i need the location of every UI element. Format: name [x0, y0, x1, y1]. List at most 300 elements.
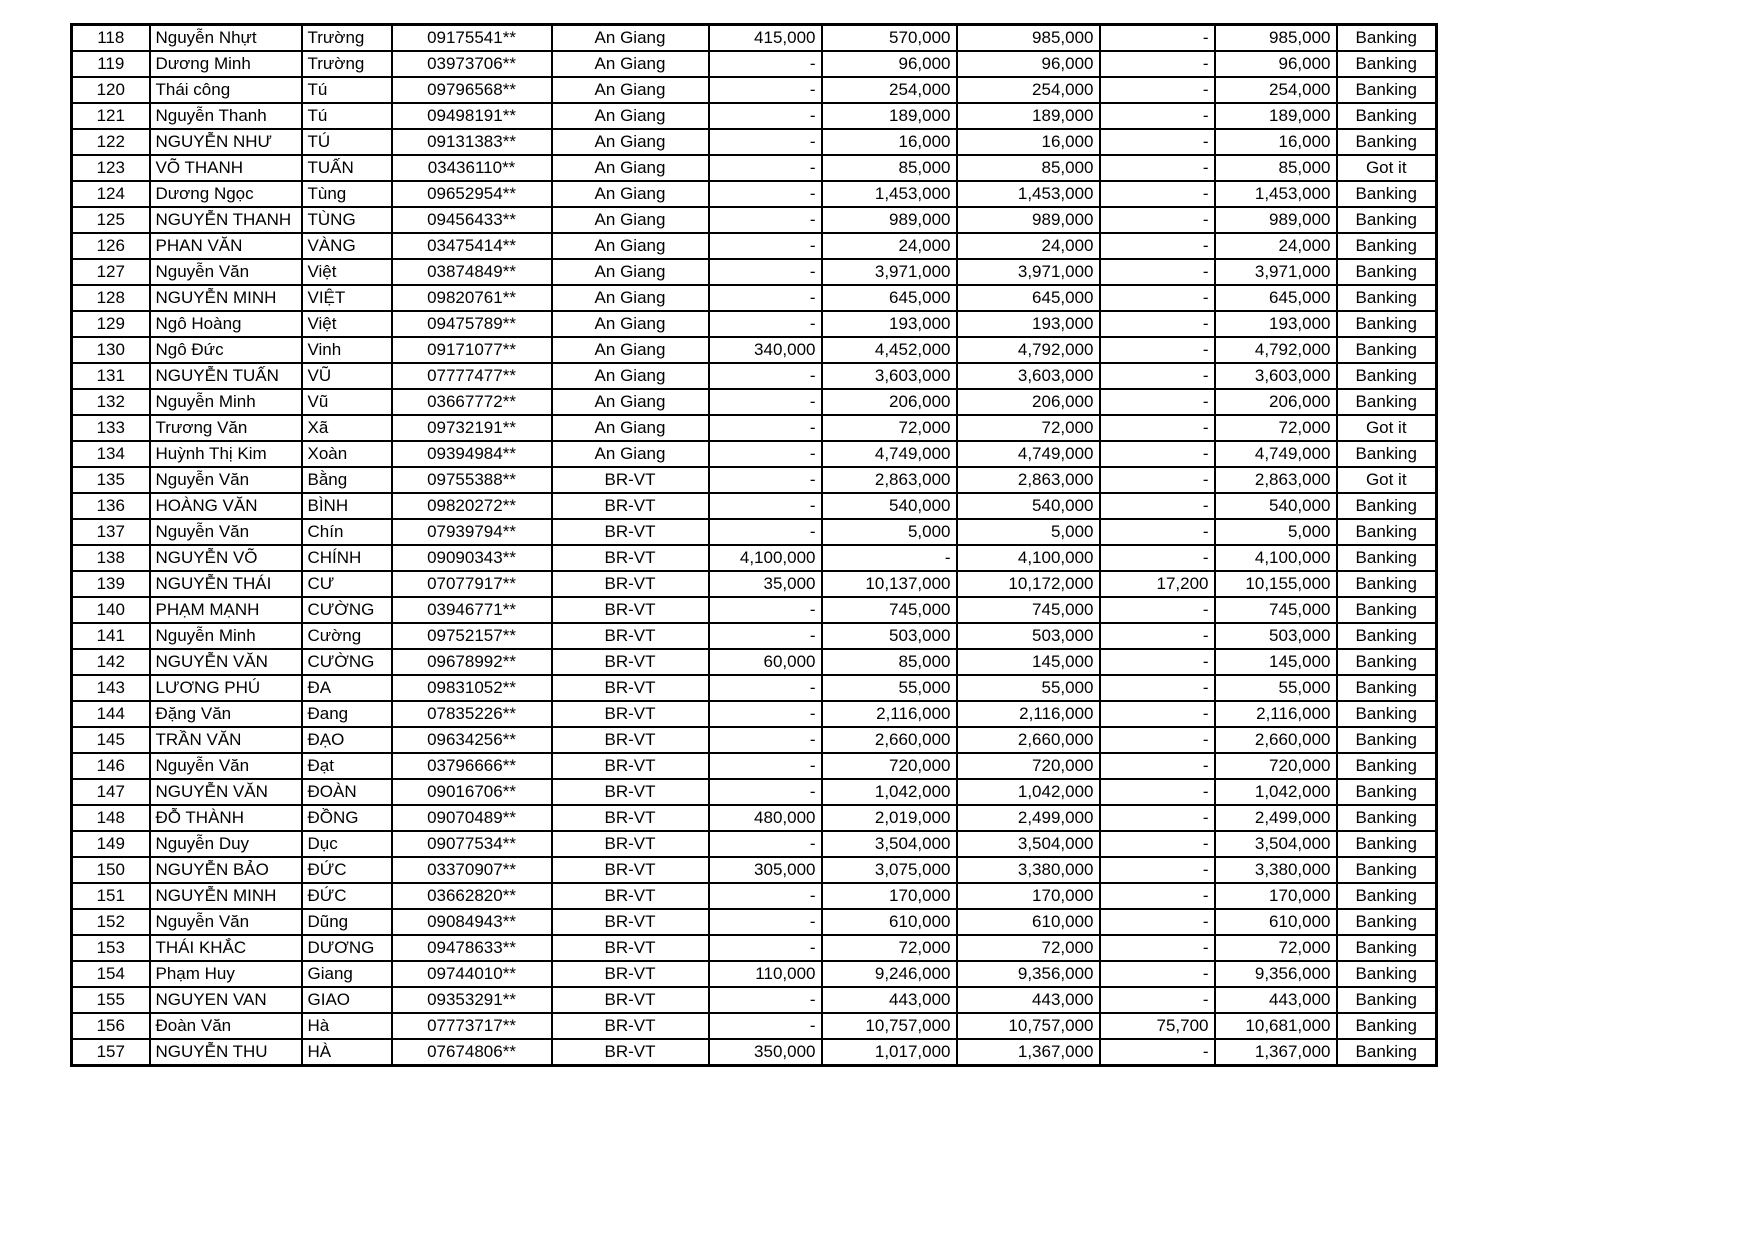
cell-amount_5: 2,116,000	[1215, 701, 1337, 727]
table-row	[72, 753, 1437, 779]
cell-amount_4: 75,700	[1100, 1013, 1215, 1039]
cell-amount_5: 2,863,000	[1215, 467, 1337, 493]
cell-province: BR-VT	[552, 1039, 709, 1066]
cell-last_name: DƯƠNG	[302, 935, 392, 961]
cell-amount_5: 96,000	[1215, 51, 1337, 77]
cell-no: 121	[72, 103, 150, 129]
cell-amount_5: 72,000	[1215, 415, 1337, 441]
cell-last_name: Xoàn	[302, 441, 392, 467]
cell-province: An Giang	[552, 51, 709, 77]
cell-last_name: CHÍNH	[302, 545, 392, 571]
cell-amount_1: -	[709, 597, 822, 623]
cell-no: 150	[72, 857, 150, 883]
cell-province: An Giang	[552, 181, 709, 207]
cell-province: BR-VT	[552, 831, 709, 857]
cell-amount_4: -	[1100, 883, 1215, 909]
cell-amount_4: -	[1100, 597, 1215, 623]
table-row	[72, 883, 1437, 909]
cell-no: 149	[72, 831, 150, 857]
cell-amount_4: -	[1100, 155, 1215, 181]
cell-phone: 03874849**	[392, 259, 552, 285]
cell-amount_3: 4,792,000	[957, 337, 1100, 363]
cell-province: An Giang	[552, 389, 709, 415]
cell-no: 137	[72, 519, 150, 545]
cell-amount_2: 1,042,000	[822, 779, 957, 805]
cell-first_name: PHAN VĂN	[150, 233, 302, 259]
table-row	[72, 129, 1437, 155]
cell-last_name: Dục	[302, 831, 392, 857]
cell-no: 125	[72, 207, 150, 233]
cell-status: Banking	[1337, 935, 1437, 961]
cell-amount_5: 145,000	[1215, 649, 1337, 675]
cell-amount_1: -	[709, 155, 822, 181]
cell-no: 126	[72, 233, 150, 259]
cell-amount_1: -	[709, 311, 822, 337]
cell-status: Banking	[1337, 1039, 1437, 1066]
payments-table	[70, 23, 1438, 1067]
cell-amount_5: 10,681,000	[1215, 1013, 1337, 1039]
cell-last_name: VIỆT	[302, 285, 392, 311]
cell-amount_2: 3,075,000	[822, 857, 957, 883]
cell-amount_2: 10,757,000	[822, 1013, 957, 1039]
cell-phone: 09820761**	[392, 285, 552, 311]
cell-amount_5: 170,000	[1215, 883, 1337, 909]
cell-province: BR-VT	[552, 493, 709, 519]
table-row	[72, 701, 1437, 727]
cell-first_name: Nguyễn Thanh	[150, 103, 302, 129]
cell-first_name: THÁI KHẮC	[150, 935, 302, 961]
cell-amount_3: 9,356,000	[957, 961, 1100, 987]
cell-amount_2: 645,000	[822, 285, 957, 311]
cell-amount_1: -	[709, 701, 822, 727]
cell-amount_1: -	[709, 909, 822, 935]
table-row	[72, 961, 1437, 987]
cell-status: Banking	[1337, 649, 1437, 675]
cell-first_name: ĐỖ THÀNH	[150, 805, 302, 831]
cell-province: An Giang	[552, 311, 709, 337]
cell-first_name: Nguyễn Nhựt	[150, 25, 302, 52]
cell-amount_4: -	[1100, 389, 1215, 415]
cell-amount_2: 72,000	[822, 935, 957, 961]
cell-amount_4: -	[1100, 675, 1215, 701]
table-row	[72, 597, 1437, 623]
cell-amount_4: -	[1100, 233, 1215, 259]
cell-amount_4: -	[1100, 415, 1215, 441]
cell-amount_1: -	[709, 415, 822, 441]
cell-province: An Giang	[552, 155, 709, 181]
cell-amount_2: 9,246,000	[822, 961, 957, 987]
cell-amount_3: 85,000	[957, 155, 1100, 181]
cell-amount_3: 2,116,000	[957, 701, 1100, 727]
table-row	[72, 545, 1437, 571]
table-row	[72, 181, 1437, 207]
cell-last_name: Cường	[302, 623, 392, 649]
cell-amount_2: 3,971,000	[822, 259, 957, 285]
cell-amount_3: 503,000	[957, 623, 1100, 649]
cell-amount_3: 170,000	[957, 883, 1100, 909]
cell-amount_4: -	[1100, 77, 1215, 103]
cell-amount_5: 3,603,000	[1215, 363, 1337, 389]
cell-no: 135	[72, 467, 150, 493]
cell-last_name: CƯỜNG	[302, 649, 392, 675]
cell-first_name: Nguyễn Minh	[150, 389, 302, 415]
cell-phone: 09498191**	[392, 103, 552, 129]
cell-status: Banking	[1337, 675, 1437, 701]
cell-amount_1: -	[709, 935, 822, 961]
cell-phone: 07835226**	[392, 701, 552, 727]
cell-phone: 09755388**	[392, 467, 552, 493]
cell-no: 123	[72, 155, 150, 181]
cell-first_name: Trương Văn	[150, 415, 302, 441]
cell-status: Banking	[1337, 597, 1437, 623]
cell-amount_1: -	[709, 285, 822, 311]
cell-amount_5: 4,792,000	[1215, 337, 1337, 363]
cell-amount_4: -	[1100, 779, 1215, 805]
table-row	[72, 519, 1437, 545]
table-row	[72, 909, 1437, 935]
cell-amount_3: 720,000	[957, 753, 1100, 779]
cell-amount_2: 745,000	[822, 597, 957, 623]
cell-amount_2: 10,137,000	[822, 571, 957, 597]
cell-status: Got it	[1337, 415, 1437, 441]
cell-status: Banking	[1337, 259, 1437, 285]
cell-amount_4: -	[1100, 831, 1215, 857]
cell-province: BR-VT	[552, 623, 709, 649]
cell-amount_1: 4,100,000	[709, 545, 822, 571]
cell-amount_2: 254,000	[822, 77, 957, 103]
cell-status: Banking	[1337, 701, 1437, 727]
cell-amount_3: 189,000	[957, 103, 1100, 129]
cell-last_name: VŨ	[302, 363, 392, 389]
cell-status: Banking	[1337, 25, 1437, 52]
cell-last_name: ĐỒNG	[302, 805, 392, 831]
cell-amount_2: 4,749,000	[822, 441, 957, 467]
cell-phone: 09077534**	[392, 831, 552, 857]
cell-no: 131	[72, 363, 150, 389]
cell-no: 145	[72, 727, 150, 753]
cell-amount_1: -	[709, 1013, 822, 1039]
cell-first_name: NGUYỄN THANH	[150, 207, 302, 233]
cell-status: Banking	[1337, 77, 1437, 103]
cell-amount_3: 5,000	[957, 519, 1100, 545]
cell-status: Got it	[1337, 467, 1437, 493]
cell-amount_5: 4,100,000	[1215, 545, 1337, 571]
cell-amount_3: 145,000	[957, 649, 1100, 675]
cell-amount_1: -	[709, 259, 822, 285]
cell-amount_4: -	[1100, 311, 1215, 337]
cell-status: Banking	[1337, 779, 1437, 805]
cell-phone: 09171077**	[392, 337, 552, 363]
cell-amount_5: 540,000	[1215, 493, 1337, 519]
cell-last_name: Dũng	[302, 909, 392, 935]
cell-last_name: Vinh	[302, 337, 392, 363]
cell-no: 129	[72, 311, 150, 337]
cell-amount_1: -	[709, 77, 822, 103]
cell-status: Banking	[1337, 129, 1437, 155]
cell-amount_2: 2,660,000	[822, 727, 957, 753]
cell-first_name: Phạm Huy	[150, 961, 302, 987]
cell-status: Banking	[1337, 727, 1437, 753]
cell-first_name: Nguyễn Minh	[150, 623, 302, 649]
cell-amount_5: 745,000	[1215, 597, 1337, 623]
cell-amount_1: -	[709, 623, 822, 649]
cell-phone: 03667772**	[392, 389, 552, 415]
cell-amount_1: 35,000	[709, 571, 822, 597]
cell-amount_2: 85,000	[822, 649, 957, 675]
cell-no: 144	[72, 701, 150, 727]
cell-province: An Giang	[552, 207, 709, 233]
cell-no: 133	[72, 415, 150, 441]
cell-status: Banking	[1337, 51, 1437, 77]
cell-amount_1: -	[709, 363, 822, 389]
cell-province: An Giang	[552, 337, 709, 363]
cell-amount_5: 2,660,000	[1215, 727, 1337, 753]
cell-amount_4: -	[1100, 25, 1215, 52]
cell-amount_2: -	[822, 545, 957, 571]
cell-last_name: Trường	[302, 51, 392, 77]
cell-amount_1: -	[709, 389, 822, 415]
cell-last_name: VÀNG	[302, 233, 392, 259]
cell-amount_2: 1,017,000	[822, 1039, 957, 1066]
cell-amount_1: 110,000	[709, 961, 822, 987]
cell-amount_1: -	[709, 103, 822, 129]
cell-status: Banking	[1337, 805, 1437, 831]
cell-phone: 09652954**	[392, 181, 552, 207]
cell-amount_5: 16,000	[1215, 129, 1337, 155]
cell-amount_5: 1,453,000	[1215, 181, 1337, 207]
cell-status: Banking	[1337, 961, 1437, 987]
cell-last_name: CƯ	[302, 571, 392, 597]
table-row	[72, 467, 1437, 493]
cell-first_name: Nguyễn Văn	[150, 909, 302, 935]
cell-no: 122	[72, 129, 150, 155]
cell-phone: 03973706**	[392, 51, 552, 77]
cell-status: Banking	[1337, 987, 1437, 1013]
cell-first_name: NGUYỄN MINH	[150, 285, 302, 311]
cell-amount_2: 170,000	[822, 883, 957, 909]
cell-last_name: Tùng	[302, 181, 392, 207]
cell-last_name: Đang	[302, 701, 392, 727]
cell-amount_1: 350,000	[709, 1039, 822, 1066]
cell-amount_3: 2,660,000	[957, 727, 1100, 753]
cell-phone: 09456433**	[392, 207, 552, 233]
cell-first_name: Dương Minh	[150, 51, 302, 77]
cell-no: 154	[72, 961, 150, 987]
cell-status: Banking	[1337, 831, 1437, 857]
cell-amount_5: 189,000	[1215, 103, 1337, 129]
table-row	[72, 103, 1437, 129]
cell-amount_4: -	[1100, 129, 1215, 155]
cell-amount_1: 60,000	[709, 649, 822, 675]
cell-status: Banking	[1337, 753, 1437, 779]
cell-amount_1: -	[709, 987, 822, 1013]
cell-province: BR-VT	[552, 753, 709, 779]
cell-amount_3: 540,000	[957, 493, 1100, 519]
cell-no: 148	[72, 805, 150, 831]
table-row	[72, 233, 1437, 259]
cell-last_name: ĐA	[302, 675, 392, 701]
cell-phone: 09070489**	[392, 805, 552, 831]
cell-first_name: NGUYỄN BẢO	[150, 857, 302, 883]
cell-amount_5: 3,504,000	[1215, 831, 1337, 857]
cell-amount_3: 645,000	[957, 285, 1100, 311]
cell-no: 120	[72, 77, 150, 103]
cell-amount_2: 540,000	[822, 493, 957, 519]
cell-province: BR-VT	[552, 701, 709, 727]
cell-amount_1: 305,000	[709, 857, 822, 883]
cell-amount_5: 1,367,000	[1215, 1039, 1337, 1066]
cell-amount_3: 2,863,000	[957, 467, 1100, 493]
cell-amount_2: 96,000	[822, 51, 957, 77]
cell-no: 128	[72, 285, 150, 311]
cell-status: Banking	[1337, 545, 1437, 571]
cell-amount_3: 24,000	[957, 233, 1100, 259]
cell-amount_3: 193,000	[957, 311, 1100, 337]
cell-amount_3: 610,000	[957, 909, 1100, 935]
cell-no: 151	[72, 883, 150, 909]
cell-last_name: Trường	[302, 25, 392, 52]
cell-status: Banking	[1337, 389, 1437, 415]
cell-phone: 03946771**	[392, 597, 552, 623]
cell-province: An Giang	[552, 25, 709, 52]
cell-amount_5: 720,000	[1215, 753, 1337, 779]
cell-amount_1: -	[709, 727, 822, 753]
cell-province: BR-VT	[552, 519, 709, 545]
cell-amount_3: 3,603,000	[957, 363, 1100, 389]
table-row	[72, 727, 1437, 753]
cell-first_name: Ngô Đức	[150, 337, 302, 363]
cell-phone: 09634256**	[392, 727, 552, 753]
cell-amount_4: -	[1100, 857, 1215, 883]
cell-province: BR-VT	[552, 545, 709, 571]
cell-status: Banking	[1337, 337, 1437, 363]
cell-amount_5: 4,749,000	[1215, 441, 1337, 467]
cell-amount_3: 443,000	[957, 987, 1100, 1013]
cell-no: 147	[72, 779, 150, 805]
cell-amount_5: 9,356,000	[1215, 961, 1337, 987]
table-row	[72, 25, 1437, 52]
cell-no: 119	[72, 51, 150, 77]
cell-no: 140	[72, 597, 150, 623]
cell-last_name: Việt	[302, 259, 392, 285]
table-row	[72, 311, 1437, 337]
cell-phone: 03436110**	[392, 155, 552, 181]
table-row	[72, 337, 1437, 363]
cell-amount_1: -	[709, 883, 822, 909]
cell-amount_2: 5,000	[822, 519, 957, 545]
cell-amount_3: 206,000	[957, 389, 1100, 415]
cell-last_name: Vũ	[302, 389, 392, 415]
cell-no: 124	[72, 181, 150, 207]
cell-status: Banking	[1337, 623, 1437, 649]
cell-amount_1: -	[709, 493, 822, 519]
cell-amount_3: 3,380,000	[957, 857, 1100, 883]
cell-no: 153	[72, 935, 150, 961]
cell-first_name: Nguyễn Văn	[150, 467, 302, 493]
cell-amount_2: 85,000	[822, 155, 957, 181]
cell-amount_3: 4,100,000	[957, 545, 1100, 571]
cell-first_name: NGUYỄN NHƯ	[150, 129, 302, 155]
cell-amount_1: -	[709, 753, 822, 779]
cell-last_name: Tú	[302, 77, 392, 103]
cell-last_name: Hà	[302, 1013, 392, 1039]
cell-amount_4: -	[1100, 1039, 1215, 1066]
cell-phone: 09732191**	[392, 415, 552, 441]
cell-phone: 03796666**	[392, 753, 552, 779]
cell-no: 139	[72, 571, 150, 597]
cell-amount_4: -	[1100, 181, 1215, 207]
cell-phone: 09752157**	[392, 623, 552, 649]
cell-phone: 09678992**	[392, 649, 552, 675]
cell-amount_4: -	[1100, 701, 1215, 727]
cell-amount_5: 85,000	[1215, 155, 1337, 181]
cell-no: 136	[72, 493, 150, 519]
cell-amount_4: -	[1100, 103, 1215, 129]
cell-last_name: GIAO	[302, 987, 392, 1013]
cell-amount_3: 55,000	[957, 675, 1100, 701]
cell-amount_5: 3,380,000	[1215, 857, 1337, 883]
cell-first_name: NGUYEN VAN	[150, 987, 302, 1013]
table-row	[72, 857, 1437, 883]
cell-last_name: HÀ	[302, 1039, 392, 1066]
cell-province: BR-VT	[552, 909, 709, 935]
cell-amount_4: -	[1100, 909, 1215, 935]
cell-last_name: TUẤN	[302, 155, 392, 181]
cell-status: Banking	[1337, 857, 1437, 883]
cell-first_name: HOÀNG VĂN	[150, 493, 302, 519]
cell-last_name: TÚ	[302, 129, 392, 155]
cell-status: Banking	[1337, 363, 1437, 389]
table-row	[72, 675, 1437, 701]
table-row	[72, 623, 1437, 649]
table-row	[72, 207, 1437, 233]
cell-status: Banking	[1337, 285, 1437, 311]
cell-phone: 09175541**	[392, 25, 552, 52]
cell-amount_3: 1,453,000	[957, 181, 1100, 207]
cell-province: BR-VT	[552, 727, 709, 753]
cell-province: An Giang	[552, 285, 709, 311]
cell-status: Got it	[1337, 155, 1437, 181]
cell-amount_5: 3,971,000	[1215, 259, 1337, 285]
cell-phone: 09084943**	[392, 909, 552, 935]
cell-amount_4: -	[1100, 285, 1215, 311]
cell-no: 130	[72, 337, 150, 363]
cell-province: BR-VT	[552, 935, 709, 961]
cell-amount_1: 340,000	[709, 337, 822, 363]
cell-last_name: Giang	[302, 961, 392, 987]
cell-amount_5: 254,000	[1215, 77, 1337, 103]
cell-phone: 09131383**	[392, 129, 552, 155]
cell-phone: 09353291**	[392, 987, 552, 1013]
cell-province: BR-VT	[552, 987, 709, 1013]
cell-amount_4: -	[1100, 727, 1215, 753]
table-row	[72, 987, 1437, 1013]
cell-first_name: Đoàn Văn	[150, 1013, 302, 1039]
cell-first_name: Nguyễn Văn	[150, 753, 302, 779]
cell-amount_1: -	[709, 129, 822, 155]
cell-last_name: Tú	[302, 103, 392, 129]
cell-amount_4: 17,200	[1100, 571, 1215, 597]
cell-amount_1: 415,000	[709, 25, 822, 52]
cell-province: BR-VT	[552, 467, 709, 493]
cell-amount_1: -	[709, 233, 822, 259]
cell-province: An Giang	[552, 363, 709, 389]
cell-phone: 03475414**	[392, 233, 552, 259]
cell-amount_2: 16,000	[822, 129, 957, 155]
cell-last_name: ĐẠO	[302, 727, 392, 753]
cell-first_name: Ngô Hoàng	[150, 311, 302, 337]
cell-amount_4: -	[1100, 961, 1215, 987]
